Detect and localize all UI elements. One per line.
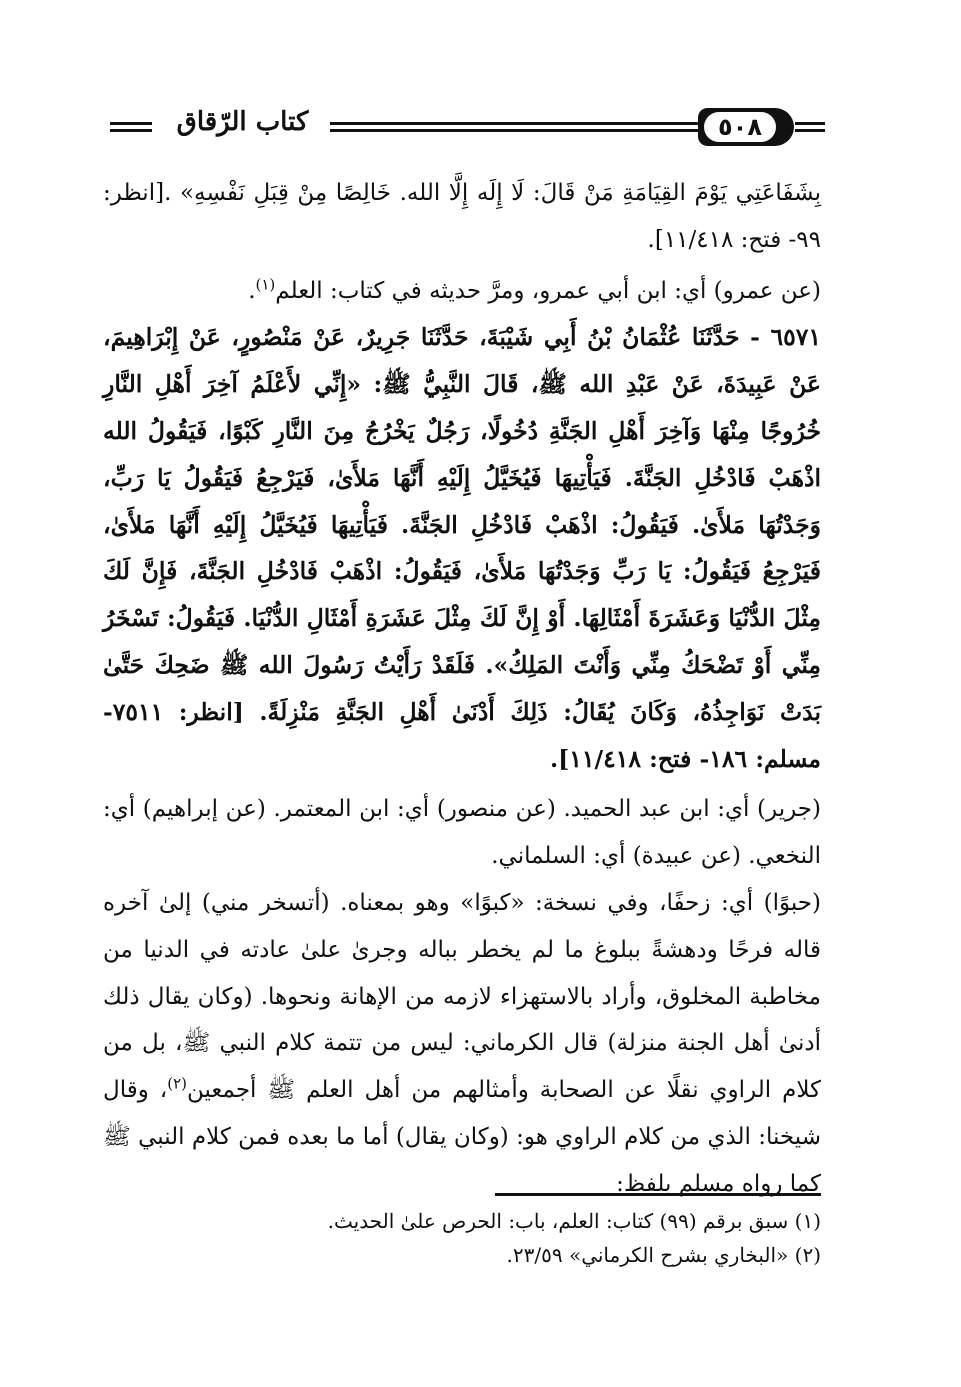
footnote-1: (١) سبق برقم (٩٩) كتاب: العلم، باب: الحرص علىٰ الحديث.	[327, 1209, 821, 1233]
page-number: ٥٠٨	[704, 112, 776, 142]
footnote-2: (٢) «البخاري بشرح الكرماني» ٢٣/٥٩.	[506, 1243, 821, 1267]
footnote-divider	[495, 1193, 821, 1196]
paragraph-hadith-6571: ٦٥٧١ - حَدَّثَنَا عُثْمَانُ بْنُ أَبِي شَيْبَةَ، حَدَّثَنَا جَرِيرٌ، عَنْ مَنْصُورٍ، عَنْ إِبْرَاهِيمَ، عَنْ عَبِيدَةَ، عَنْ عَبْدِ الله ﷺ، قَالَ النَّبِيُّ ﷺ: «إِنِّي لأَعْلَمُ آخِرَ أَهْلِ النَّارِ خُرُوجًا مِنْهَا وَآخِرَ أَهْلِ الجَنَّةِ دُخُولًا، رَجُلٌ يَخْرُجُ مِنَ النَّارِ كَبْوًا، فَيَقُولُ الله اذْهَبْ فَادْخُلِ الجَنَّةَ. فَيَأْتِيهَا فَيُخَيَّلُ إِلَيْهِ أَنَّهَا مَلأَىٰ، فَيَرْجِعُ فَيَقُولُ يَا رَبِّ، وَجَدْتُهَا مَلأَىٰ. فَيَقُولُ: اذْهَبْ فَادْخُلِ الجَنَّةَ. فَيَأْتِيهَا فَيُخَيَّلُ إِلَيْهِ أَنَّهَا مَلأَىٰ، فَيَرْجِعُ فَيَقُولُ: يَا رَبِّ وَجَدْتُهَا مَلأَىٰ، فَيَقُولُ: اذْهَبْ فَادْخُلِ الجَنَّةَ، فَإِنَّ لَكَ مِثْلَ الدُّنْيَا وَعَشَرَةَ أَمْثَالِهَا. أَوْ إِنَّ لَكَ مِثْلَ عَشَرَةِ أَمْثَالِ الدُّنْيَا. فَيَقُولُ: تَسْخَرُ مِنِّي أَوْ تَضْحَكُ مِنِّي وَأَنْتَ المَلِكُ». فَلَقَدْ رَأَيْتُ رَسُولَ الله ﷺ ضَحِكَ حَتَّىٰ بَدَتْ نَوَاجِذُهُ، وَكَانَ يُقَالُ: ذَلِكَ أَدْنَىٰ أَهْلِ الجَنَّةِ مَنْزِلَةً. [انظر: ٧٥١١- مسلم: ١٨٦- فتح: ١١/٤١٨].	[103, 323, 821, 773]
paragraph-commentary-narrators: (جرير) أي: ابن عبد الحميد. (عن منصور) أي: ابن المعتمر. (عن إبراهيم) أي: النخعي. (عن عبيدة) أي: السلماني.	[103, 796, 821, 870]
header-rule-left	[110, 122, 152, 132]
footnote-ref-1: (١)	[255, 274, 276, 293]
paragraph-hadith-end: بِشَفَاعَتِي يَوْمَ القِيَامَةِ مَنْ قَالَ: لَا إِلَه إِلَّا الله. خَالِصًا مِنْ قِبَلِ نَفْسِهِ» .[انظر: ٩٩- فتح: ١١/٤١٨].	[103, 180, 821, 253]
paragraph-commentary-explanation	[103, 880, 821, 1208]
paragraph-text: (عن عمرو) أي: ابن أبي عمرو، ومرَّ حديثه في كتاب: العلم	[275, 277, 821, 304]
header-rule-right	[795, 122, 825, 132]
paragraph-text: (حبوًا) أي: زحفًا، وفي نسخة: «كبوًا» وهو بمعناه. (أتسخر مني) إلىٰ آخره قاله فرحًا ودهشةً ببلوغ ما لم يخطر بباله وجرىٰ علىٰ عادته في الدنيا من مخاطبة المخلوق، وأراد بالاستهزاء لازمه من الإهانة ونحوها. (وكان يقال ذلك أدنىٰ أهل الجنة منزلة) قال الكرماني: ليس من تتمة كلام النبي ﷺ، بل من كلام الراوي نقلًا عن الصحابة وأمثالهم من أهل العلم ﷺ أجمعين	[103, 889, 821, 1104]
paragraph-end-mark: .	[248, 277, 256, 304]
running-title: كتاب الرّقاق	[176, 107, 309, 137]
footnote-ref-2: (٢)	[167, 1074, 187, 1093]
paragraph-text-cont: ، وقال شيخنا: الذي من كلام الراوي هو: (وكان يقال) أما ما بعده فمن كلام النبي ﷺ كما رواه مسلم بلفظ:	[103, 1077, 821, 1197]
paragraph-commentary-amr	[103, 268, 821, 315]
page-header	[100, 100, 825, 156]
footnotes	[103, 1204, 821, 1272]
page-number-frame	[698, 108, 794, 146]
main-text	[103, 170, 821, 1208]
header-rule-long	[330, 122, 698, 132]
